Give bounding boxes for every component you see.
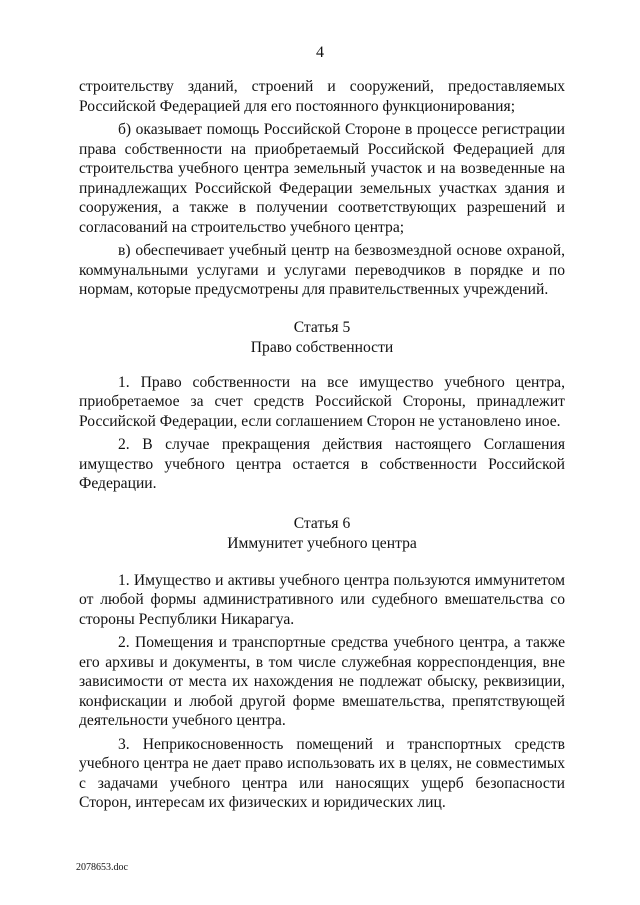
paragraph-b: б) оказывает помощь Российской Стороне в процессе регистрации права собственности на приобретаемый Российской Федерацией для строительства учебного центра земельный участок и на возведенные на принадлежащих Российской Федерации земельных участках здания и сооружения, а также в получении соответствующих разрешений и согласований на строительство учебного центра; (79, 121, 565, 236)
paragraph-continuation: строительству зданий, строений и сооружений, предоставляемых Российской Федерацией для его постоянного функционирования; (79, 78, 565, 115)
article-6-paragraph-1: 1. Имущество и активы учебного центра пользуются иммунитетом от любой формы административного или судебного вмешательства со стороны Республики Никарагуа. (79, 571, 565, 628)
article-5-paragraph-1: 1. Право собственности на все имущество учебного центра, приобретаемое за счет средств Российской Стороны, принадлежит Российской Федерации, если соглашением Сторон не установлено иное. (79, 373, 565, 430)
article-5-paragraph-2: 2. В случае прекращения действия настоящего Соглашения имущество учебного центра остается в собственности Российской Федерации. (79, 436, 565, 492)
article-5-number: Статья 5 (293, 318, 351, 336)
paragraph-v: в) обеспечивает учебный центр на безвозмездной основе охраной, коммунальными услугами и услугами переводчиков в порядке и по нормам, которые предусмотрены для правительственных учреждений. (79, 242, 565, 298)
article-6-title: Иммунитет учебного центра (227, 534, 417, 552)
article-6-number: Статья 6 (293, 514, 351, 532)
article-6-paragraph-3: 3. Неприкосновенность помещений и транспортных средств учебного центра не дает право использовать их в целях, не совместимых с задачами учебного центра или наносящих ущерб безопасности Сторон, интересам их физических и юридических лиц. (79, 735, 565, 811)
article-5-title: Право собственности (250, 338, 394, 356)
article-5-heading (79, 318, 565, 358)
page-number: 4 (316, 44, 324, 61)
document-body (79, 77, 565, 813)
footer-filename: 2078653.doc (76, 862, 128, 873)
article-6-paragraph-2: 2. Помещения и транспортные средства учебного центра, а также его архивы и документы, в том числе служебная корреспонденция, вне зависимости от места их нахождения не подлежат обыску, реквизиции, конфискации и любой другой форме вмешательства, препятствующей деятельности учебного центра. (79, 634, 565, 729)
article-6-heading (79, 514, 565, 554)
